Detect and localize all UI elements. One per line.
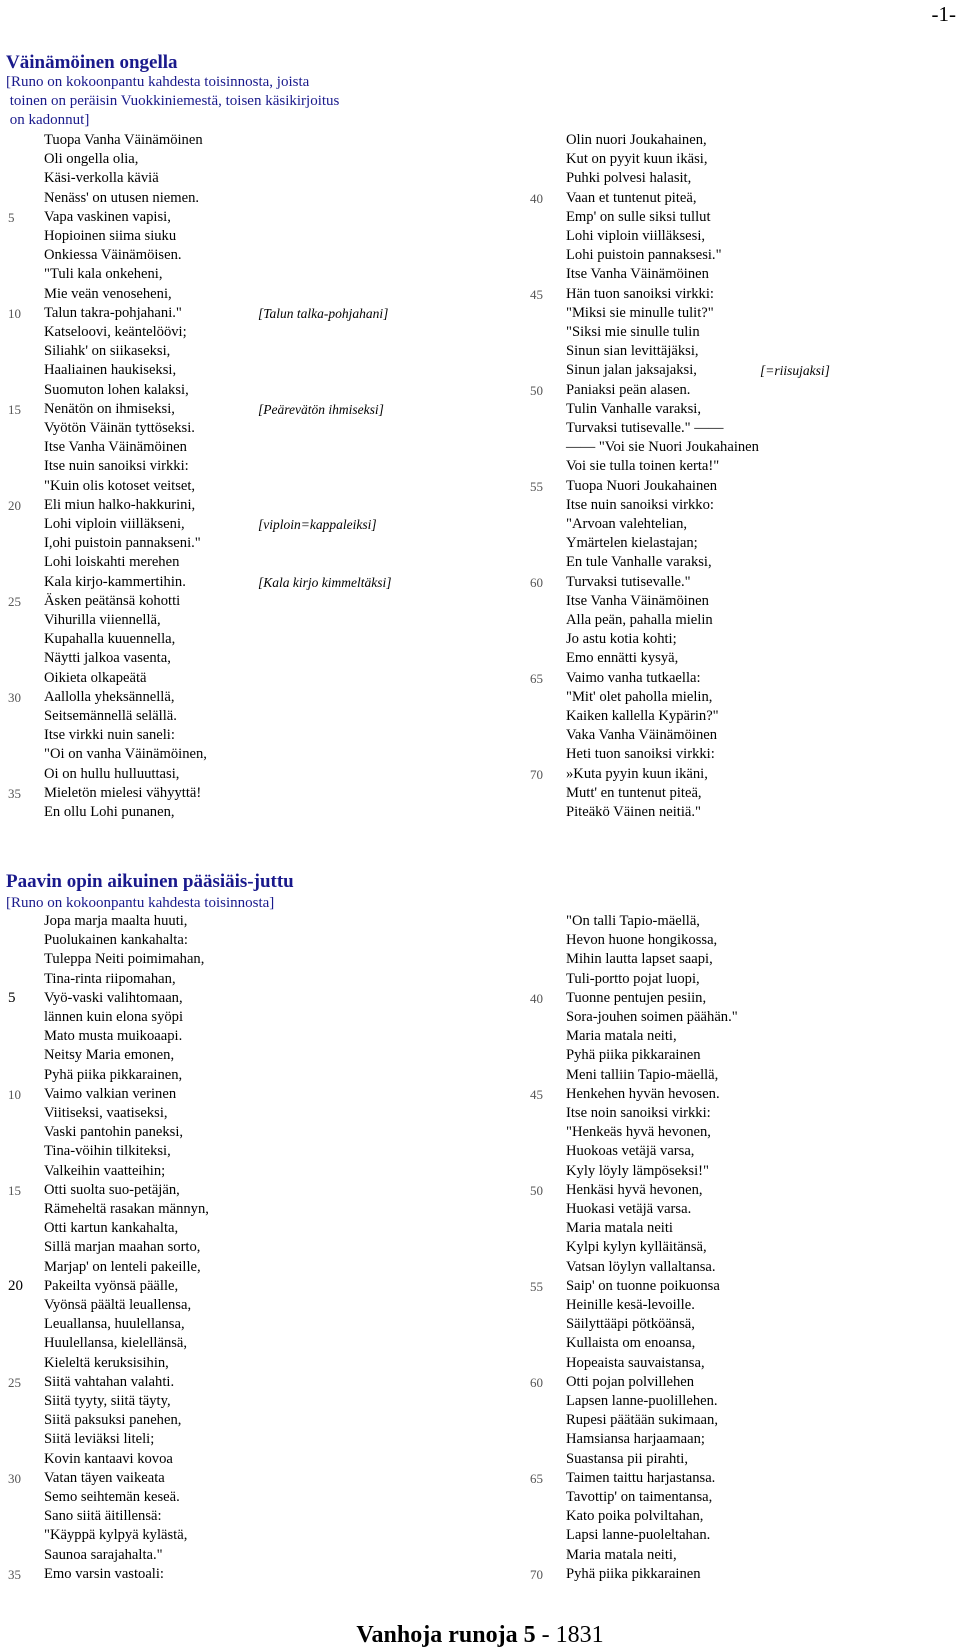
verse-text: Säilyttääpi pötköänsä,: [566, 1316, 695, 1333]
verse-text: Nenäss' on utusen niemen.: [44, 189, 200, 206]
verse-text: Hopioinen siima siuku: [44, 228, 177, 244]
verse-text: Henkäsi hyvä hevonen,: [566, 1181, 703, 1198]
verse-text: Huokasi vetäjä varsa.: [566, 1201, 692, 1217]
verse-text: "Oi on vanha Väinämöinen,: [44, 746, 207, 763]
verse-text: Sano siitä äitillensä:: [44, 1508, 162, 1525]
verse-text: Emo ennätti kysyä,: [566, 650, 679, 667]
verse-text: Semo seihtemän keseä.: [44, 1489, 180, 1505]
verse-text: Pyhä piika pikkarainen: [566, 1565, 701, 1582]
verse-text: Lohi puistoin pannaksesi.": [566, 247, 722, 264]
verse-text: Itse nuin sanoiksi virkko:: [566, 496, 714, 513]
verse-text: Vyönsä päältä leuallensa,: [44, 1297, 192, 1313]
verse-text: Sinun sian levittäjäksi,: [566, 343, 699, 360]
verse-text: Oi on hullu hulluuttasi,: [44, 765, 180, 782]
verse-text: Jo astu kotia kohti;: [566, 631, 677, 648]
verse-text: Lohi loiskahti merehen: [44, 554, 180, 571]
verse-text: "Tuli kala onkeheni,: [44, 266, 163, 283]
footer-year: - 1831: [535, 1622, 604, 1648]
verse-text: Vaka Vanha Väinämöinen: [566, 727, 718, 744]
line-number: 35: [8, 785, 21, 801]
line-number: 40: [530, 990, 543, 1006]
verse-text: Puhki polvesi halasit,: [566, 170, 692, 187]
verse-text: Kullaista om enoansa,: [566, 1335, 696, 1352]
verse-text: Alla peän, pahalla mielin: [566, 612, 713, 628]
line-number: 45: [530, 1086, 543, 1102]
verse-text: Hamsiansa harjaamaan;: [566, 1431, 705, 1448]
verse-text: Itse Vanha Väinämöinen: [566, 592, 709, 609]
verse-text: Saunoa sarajahalta.": [44, 1546, 163, 1563]
verse-text: Aallolla yheksännellä,: [44, 688, 175, 705]
verse-text: Siitä leviäksi liteli;: [44, 1431, 155, 1448]
verse-text: Emo varsin vastoali:: [44, 1565, 164, 1582]
line-number: 15: [8, 401, 21, 417]
verse-text: Siitä paksuksi panehen,: [44, 1412, 182, 1429]
verse-text: Itse Vanha Väinämöinen: [566, 266, 709, 283]
verse-text: "Miksi sie minulle tulit?": [566, 304, 714, 321]
source-note-line: on kadonnut]: [6, 112, 90, 128]
verse-text: Kieleltä keruksisihin,: [44, 1354, 169, 1371]
verse-text: Kala kirjo-kammertihin.: [44, 573, 186, 590]
verse-text: Mutt' en tuntenut piteä,: [566, 784, 702, 801]
source-note-line: toinen on peräisin Vuokkiniemestä, toisen käsikirjoitus: [6, 93, 340, 109]
verse-text: Siitä vahtahan valahti.: [44, 1373, 175, 1390]
verse-text: Huulellansa, kielellänsä,: [44, 1335, 188, 1352]
verse-text: Taimen taittu harjastansa.: [566, 1469, 716, 1486]
line-number: 15: [8, 1182, 21, 1198]
verse-text: "Siksi mie sinulle tulin: [566, 324, 700, 340]
line-number: 65: [530, 1470, 543, 1486]
line-number: 10: [8, 305, 21, 321]
verse-text: I,ohi puistoin pannakseni.": [44, 535, 201, 552]
footer-title: Vanhoja runoja 5: [356, 1622, 536, 1648]
poem-title: Paavin opin aikuinen pääsiäis-juttu: [6, 871, 294, 892]
verse-text: Itse nuin sanoiksi virkki:: [44, 458, 189, 475]
verse-text: Onkiessa Väinämöisen.: [44, 247, 182, 264]
verse-text: Lapsen lanne-puolillehen.: [566, 1393, 718, 1409]
verse-text: "Käyppä kylpyä kylästä,: [44, 1527, 188, 1544]
line-number: 60: [530, 574, 543, 590]
verse-text: "On talli Tapio-mäellä,: [566, 913, 700, 929]
line-number: 25: [8, 1374, 21, 1390]
verse-text: Leuallansa, huulellansa,: [44, 1316, 185, 1333]
verse-text: Vapa vaskinen vapisi,: [44, 208, 171, 225]
verse-text: Sora-jouhen soimen päähän.": [566, 1009, 738, 1025]
verse-text: Siitä tyyty, siitä täyty,: [44, 1393, 171, 1409]
verse-text: "Arvoan valehtelian,: [566, 516, 688, 532]
verse-text: Pyhä piika pikkarainen: [566, 1047, 701, 1064]
verse-text: Hän tuon sanoiksi virkki:: [566, 285, 714, 302]
verse-text: Tuli-portto pojat luopi,: [566, 970, 700, 987]
verse-text: Saip' on tuonne poikuonsa: [566, 1277, 720, 1294]
verse-text: Kylpi kylyn kylläitänsä,: [566, 1239, 707, 1256]
verse-text: Itse Vanha Väinämöinen: [44, 439, 187, 456]
verse-text: Turvaksi tutisevalle." ——: [566, 420, 724, 436]
variant-annotation: [viploin=kappaleiksi]: [258, 517, 377, 532]
verse-text: Oikieta olkapeätä: [44, 669, 147, 686]
verse-text: Neitsy Maria emonen,: [44, 1047, 175, 1064]
variant-annotation: [Kala kirjo kimmeltäksi]: [258, 574, 392, 590]
verse-text: Hopeaista sauvaistansa,: [566, 1354, 705, 1371]
poem-source-note: [6, 894, 274, 913]
verse-text: Nenätön on ihmiseksi,: [44, 400, 175, 417]
verse-text: Tuopa Nuori Joukahainen: [566, 477, 718, 494]
verse-text: Olin nuori Joukahainen,: [566, 132, 707, 148]
verse-text: Itse virkki nuin saneli:: [44, 727, 175, 744]
verse-text: Kut on pyyit kuun ikäsi,: [566, 151, 708, 168]
verse-text: Kyly löyly lämpöseksi!": [566, 1162, 709, 1179]
verse-text: Tuopa Vanha Väinämöinen: [44, 132, 203, 148]
verse-text: Sinun jalan jaksajaksi,: [566, 362, 697, 379]
line-number: 35: [8, 1566, 21, 1582]
verse-text: Vihurilla viiennellä,: [44, 612, 161, 628]
verse-text: Valkeihin vaatteihin;: [44, 1162, 166, 1179]
verse-text: Tuonne pentujen pesiin,: [566, 989, 707, 1006]
verse-text: Tavottip' on taimentansa,: [566, 1489, 713, 1505]
verse-text: Vatsan löylyn vallaltansa.: [566, 1258, 716, 1275]
verse-text: Heinille kesä-levoille.: [566, 1297, 695, 1313]
verse-text: Marjap' on lenteli pakeille,: [44, 1258, 201, 1275]
verse-text: Sillä marjan maahan sorto,: [44, 1239, 201, 1256]
verse-text: Haaliainen haukiseksi,: [44, 362, 177, 379]
verse-text: Kupahalla kuuennella,: [44, 631, 176, 648]
verse-text: Maria matala neiti,: [566, 1028, 677, 1045]
line-number: 30: [8, 1470, 21, 1486]
verse-text: Vaski pantohin paneksi,: [44, 1124, 184, 1141]
verse-text: Käsi-verkolla käviä: [44, 170, 159, 187]
verse-text: Pakeilta vyönsä päälle,: [44, 1277, 179, 1294]
line-number: 70: [530, 766, 543, 782]
poem-source-note: [6, 73, 339, 130]
verse-text: Mato musta muikoaapi.: [44, 1028, 183, 1045]
verse-text: Eli miun halko-hakkurini,: [44, 496, 196, 513]
verse-text: Huokoas vetäjä varsa,: [566, 1143, 695, 1160]
verse-text: Lohi viploin viilläksesi,: [566, 228, 706, 244]
verse-text: Mihin lautta lapset saapi,: [566, 951, 713, 968]
verse-text: Paniaksi peän alasen.: [566, 381, 691, 398]
verse-text: Lohi viploin viilläkseni,: [44, 516, 185, 532]
line-number: 50: [530, 1182, 543, 1198]
variant-annotation: [Peärevätön ihmiseksi]: [258, 401, 384, 417]
verse-text: Tina-vöihin tilkiteksi,: [44, 1143, 171, 1160]
line-number: 60: [530, 1374, 543, 1390]
source-note-line: [Runo on kokoonpantu kahdesta toisinnosta]: [6, 895, 275, 911]
line-number: 25: [8, 593, 21, 609]
footer: [0, 1622, 960, 1649]
verse-text: Meni talliin Tapio-mäellä,: [566, 1066, 719, 1083]
verse-text: Itse noin sanoiksi virkki:: [566, 1105, 711, 1121]
verse-text: Kaiken kallella Kypärin?": [566, 708, 719, 724]
verse-text: Jopa marja maalta huuti,: [44, 913, 188, 929]
verse-text: Emp' on sulle siksi tullut: [566, 208, 711, 225]
verse-text: Kovin kantaavi kovoa: [44, 1450, 173, 1467]
line-number: 70: [530, 1566, 543, 1582]
verse-text: Tina-rinta riipomahan,: [44, 970, 176, 987]
variant-annotation: [=riisujaksi]: [760, 363, 830, 379]
verse-text: Vyö-vaski valihtomaan,: [44, 989, 183, 1006]
verse-text: Suastansa pii pirahti,: [566, 1450, 689, 1467]
verse-text: Otti pojan polvillehen: [566, 1373, 695, 1390]
verse-text: Turvaksi tutisevalle.": [566, 573, 691, 590]
verse-text: Puolukainen kankahalta:: [44, 932, 188, 949]
line-number: 5: [8, 989, 16, 1006]
verse-text: Pyhä piika pikkarainen,: [44, 1066, 183, 1083]
verse-text: Voi sie tulla toinen kerta!": [566, 458, 720, 475]
verse-text: »Kuta pyyin kuun ikäni,: [566, 765, 708, 782]
line-number: 5: [8, 209, 15, 225]
verse-text: Otti suolta suo-petäjän,: [44, 1181, 180, 1198]
verse-text: Maria matala neiti: [566, 1220, 673, 1237]
verse-text: Mie veän venoseheni,: [44, 285, 172, 302]
verse-text: Äsken peätänsä kohotti: [44, 592, 181, 609]
verse-text: Heti tuon sanoiksi virkki:: [566, 746, 715, 763]
verse-text: Siliahk' on siikaseksi,: [44, 343, 171, 360]
verse-text: Otti kartun kankahalta,: [44, 1220, 179, 1237]
verse-text: —— "Voi sie Nuori Joukahainen: [566, 439, 759, 456]
verse-text: Henkehen hyvän hevosen.: [566, 1085, 720, 1102]
line-number: 20: [8, 497, 21, 513]
verse-text: Rupesi päätään sukimaan,: [566, 1412, 718, 1429]
verse-text: Vyötön Väinän tyttöseksi.: [44, 420, 195, 436]
verse-text: Seitsemännellä selällä.: [44, 708, 177, 724]
line-number: 50: [530, 382, 543, 398]
line-number: 40: [530, 190, 543, 206]
verse-text: Suomuton lohen kalaksi,: [44, 381, 189, 398]
verse-text: "Kuin olis kotoset veitset,: [44, 477, 196, 494]
line-number: 45: [530, 286, 543, 302]
verse-text: Rämeheltä rasakan männyn,: [44, 1201, 209, 1217]
verse-text: Tuleppa Neiti poimimahan,: [44, 951, 205, 968]
verse-text: Mieletön mielesi vähyyttä!: [44, 784, 202, 801]
verse-text: Vatan täyen vaikeata: [44, 1469, 165, 1486]
line-number: 55: [530, 478, 543, 494]
verse-text: Vaan et tuntenut piteä,: [566, 189, 697, 206]
verse-text: Viitiseksi, vaatiseksi,: [44, 1105, 168, 1121]
verse-text: Katseloovi, keäntelöövi;: [44, 324, 187, 340]
verse-text: Tulin Vanhalle varaksi,: [566, 400, 701, 417]
verse-text: Hevon huone hongikossa,: [566, 932, 718, 949]
verse-text: "Mit' olet paholla mielin,: [566, 688, 713, 705]
line-number: 65: [530, 670, 543, 686]
source-note-line: [Runo on kokoonpantu kahdesta toisinnosta, joista: [6, 74, 310, 90]
verse-text: En ollu Lohi punanen,: [44, 804, 175, 820]
variant-annotation: [Talun talka-pohjahani]: [258, 305, 389, 321]
poem-title: Väinämöinen ongella: [6, 52, 178, 73]
verse-text: lännen kuin elona syöpi: [44, 1009, 184, 1025]
verse-text: Kato poika polviltahan,: [566, 1508, 704, 1525]
line-number: 20: [8, 1277, 23, 1294]
verse-text: Vaimo valkian verinen: [44, 1085, 177, 1102]
page-number: -1-: [931, 2, 956, 26]
line-number: 10: [8, 1086, 21, 1102]
verse-text: Maria matala neiti,: [566, 1546, 677, 1563]
verse-text: Vaimo vanha tutkaella:: [566, 669, 701, 686]
verse-text: Talun takra-pohjahani.": [44, 304, 182, 321]
line-number: 30: [8, 689, 21, 705]
verse-text: Oli ongella olia,: [44, 151, 139, 168]
verse-text: Näytti jalkoa vasenta,: [44, 650, 171, 667]
verse-text: En tule Vanhalle varaksi,: [566, 554, 712, 571]
verse-text: Lapsi lanne-puoleltahan.: [566, 1527, 711, 1544]
line-number: 55: [530, 1278, 543, 1294]
verse-text: Piteäkö Väinen neitiä.": [566, 804, 701, 820]
verse-text: Ymärtelen kielastajan;: [566, 535, 698, 552]
verse-text: "Henkeäs hyvä hevonen,: [566, 1124, 711, 1141]
